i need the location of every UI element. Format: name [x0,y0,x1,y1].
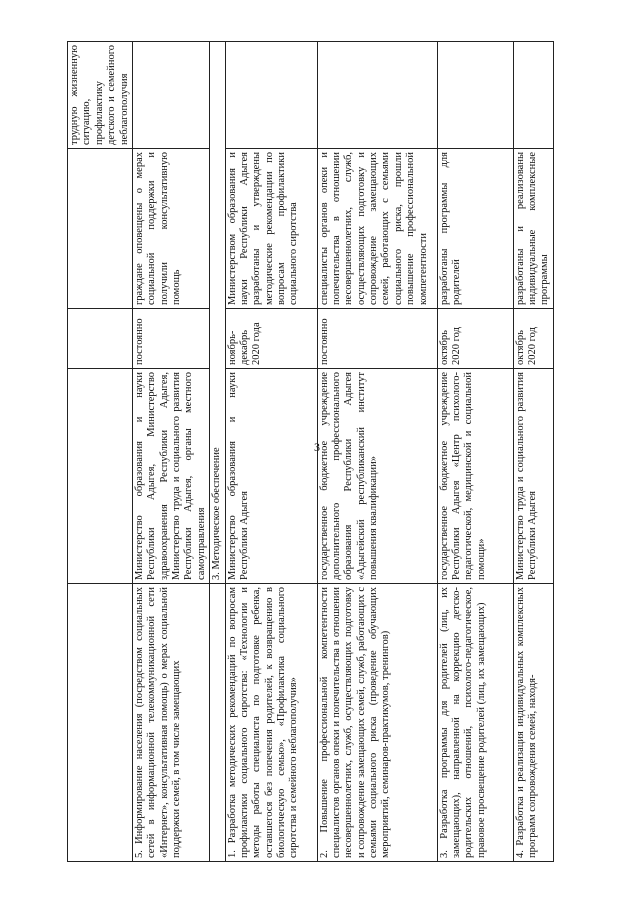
table-cell: Министерство труда и социального развития Республики Адыгея [513,369,553,584]
table-cell: трудную жизненную ситуацию, профилактику детского и семейного неблагополучия [68,42,133,149]
table-cell [68,309,133,369]
table-cell [317,42,437,149]
table-cell: разработаны программы для родителей [437,149,513,309]
table-cell: разработаны и реализованы индивидуальные комплексные программы [513,149,553,309]
section-spacer [210,584,225,862]
table-cell: Министерством образования и науки Республики Адыгея разработаны и утверждены методические рекомендации по вопросам профилактики социального сиротства [225,149,317,309]
table-row [68,42,133,862]
section-row [210,42,225,862]
table-cell: Министерство образования и науки Республики Адыгея, Министерство здравоохранения Республики Адыгея, Министерство труда и социального развития Республики Адыгея, органы местного самоуправления [132,369,209,584]
table-cell: государственное бюджетное учреждение Республики Адыгея «Центр психолого-педагогической, медицинской и социальной помощи» [437,369,513,584]
table-cell: постоянно [317,309,437,369]
table-cell: специалисты органов опеки и попечительства в отношении несовершеннолетних, служб, осуществляющих подготовку и сопровождение замещающих семей, работающих с семьями социального риска, прошли повышение профессиональной компетентности [317,149,437,309]
table-row [132,42,209,862]
table-cell [132,42,209,149]
table-cell [437,42,513,149]
table-cell: 2. Повышение профессиональной компетентности специалистов органов опеки и попечительства в отношении несовершеннолетних, служб, осуществляющих подготовку и сопровождение замещающих семей, служб, работающих с семьями социального риска (проведение обучающих мероприятий, семинаров-практикумов, тренингов) [317,584,437,862]
table-cell: 1. Разработка методических рекомендаций по вопросам профилактики социального сиротства: «Технологии и методы работы специалиста по подготовке ребенка, оставшегося без попечения родителей, к возвращению в биологическую семью», «Профилактика социального сиротства и семейного неблагополучия» [225,584,317,862]
table-row [513,42,553,862]
table-row [225,42,317,862]
rotated-table-container [67,42,557,862]
table-cell: ноябрь-декабрь 2020 года [225,309,317,369]
table-cell: граждане оповещены о мерах социальной поддержки и получили консультативную помощь [132,149,209,309]
table-cell: Министерство образования и науки Республики Адыгея [225,369,317,584]
table-cell [225,42,317,149]
table-cell: октябрь 2020 год [437,309,513,369]
page-number: 3 [314,440,320,454]
table-cell [68,369,133,584]
table-cell: постоянно [132,309,209,369]
table-cell [513,42,553,149]
table-cell: октябрь 2020 год [513,309,553,369]
section-title: 3. Методическое обеспечение [210,42,225,584]
table-row [437,42,513,862]
plan-table [67,41,554,862]
table-cell: 5. Информирование населения (посредством социальных сетей в информационной телекоммуникационной сети «Интернет», консультативная помощь) о мерах социальной поддержки семей, в том числе замещающих [132,584,209,862]
table-row [317,42,437,862]
table-cell [68,584,133,862]
table-cell [68,149,133,309]
table-cell: 3. Разработка программы для родителей (лиц, их замещающих), направленной на коррекцию детско-родительских отношений, психолого-педагогическое, правовое просвещение родителей (лиц, их замещающих) [437,584,513,862]
table-cell: государственное бюджетное учреждение дополнительного профессионального образования Республики Адыгея «Адыгейский республиканский институт повышения квалификации» [317,369,437,584]
table-cell: 4. Разработка и реализация индивидуальных комплексных программ сопровождения семей, находя- [513,584,553,862]
